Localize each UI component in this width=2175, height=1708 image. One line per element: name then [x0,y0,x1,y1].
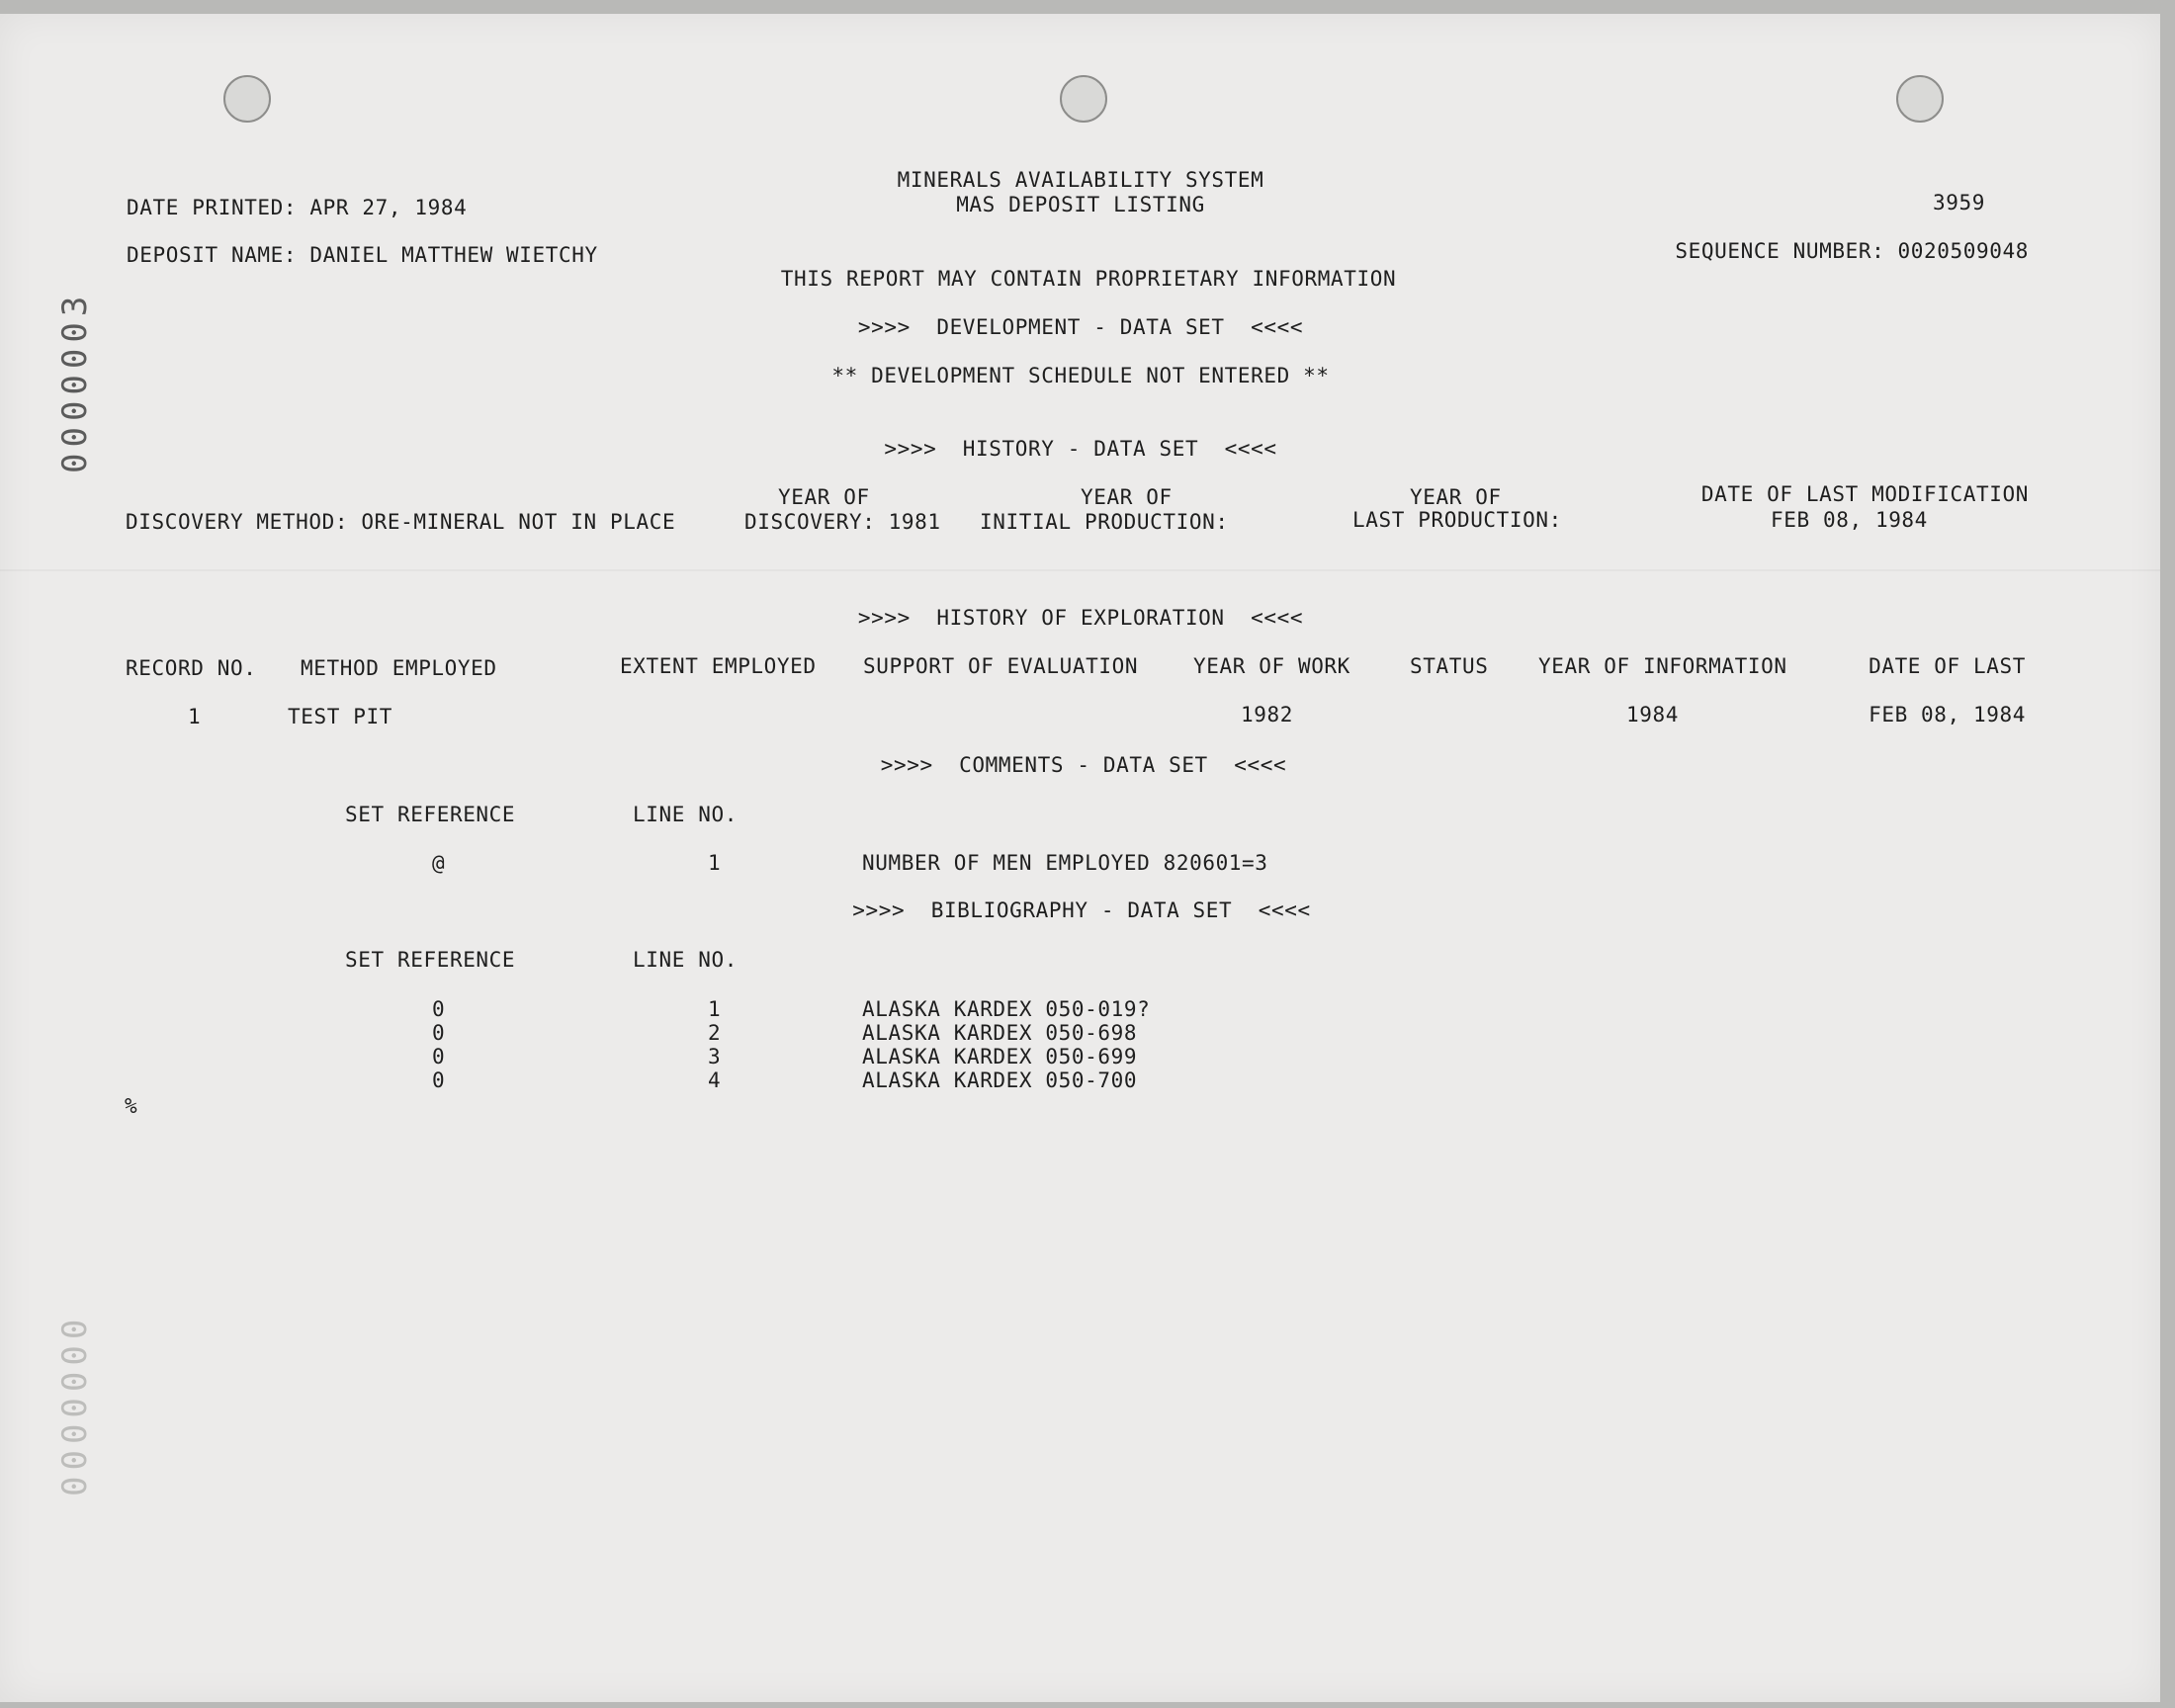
comments-col-set-reference: SET REFERENCE [345,803,516,826]
col-extent-employed: EXTENT EMPLOYED [620,654,817,678]
bib-text: ALASKA KARDEX 050-019? [862,997,1151,1021]
proprietary-notice: THIS REPORT MAY CONTAIN PROPRIETARY INFORMATION [780,267,1397,291]
listing-title: MAS DEPOSIT LISTING [956,193,1205,216]
bib-line-no: 1 [708,997,722,1021]
development-heading: >>>> DEVELOPMENT - DATA SET <<<< [857,315,1304,339]
bib-set-ref: 0 [432,1068,446,1092]
bib-line-no: 4 [708,1068,722,1092]
col-year-of-information: YEAR OF INFORMATION [1538,654,1787,678]
exploration-year-of-info: 1984 [1626,703,1679,726]
comments-set-ref: @ [432,851,446,875]
bib-text: ALASKA KARDEX 050-700 [862,1068,1138,1092]
last-modification-date: FEB 08, 1984 [1771,508,1928,532]
exploration-method: TEST PIT [288,705,392,728]
side-stamp: 0000003 [55,290,95,473]
initial-production: INITIAL PRODUCTION: [980,510,1229,534]
side-stamp-faint: 0000000 [55,1313,95,1496]
end-mark: % [125,1094,138,1118]
last-production: LAST PRODUCTION: [1352,508,1562,532]
bib-set-ref: 0 [432,1021,446,1045]
col-year-of-work: YEAR OF WORK [1193,654,1350,678]
bib-text: ALASKA KARDEX 050-699 [862,1045,1138,1068]
system-title: MINERALS AVAILABILITY SYSTEM [897,168,1264,192]
sequence-number: SEQUENCE NUMBER: 0020509048 [1675,239,2029,263]
year-of-label-discovery: YEAR OF [778,485,870,509]
deposit-name: DEPOSIT NAME: DANIEL MATTHEW WIETCHY [127,243,598,267]
bib-line-no: 2 [708,1021,722,1045]
col-method-employed: METHOD EMPLOYED [301,656,497,680]
bib-line-no: 3 [708,1045,722,1068]
bib-set-ref: 0 [432,997,446,1021]
report-page [0,14,2160,1702]
development-note: ** DEVELOPMENT SCHEDULE NOT ENTERED ** [831,364,1330,387]
fold-line [0,569,2160,571]
page-number: 3959 [1933,191,1985,214]
comments-heading: >>>> COMMENTS - DATA SET <<<< [880,753,1287,777]
exploration-heading: >>>> HISTORY OF EXPLORATION <<<< [857,606,1304,630]
date-printed: DATE PRINTED: APR 27, 1984 [127,196,468,219]
history-heading: >>>> HISTORY - DATA SET <<<< [884,437,1277,461]
year-of-label-last: YEAR OF [1410,485,1502,509]
comments-line-no: 1 [708,851,722,875]
punch-hole-left [223,75,271,123]
bib-set-ref: 0 [432,1045,446,1068]
exploration-record-no: 1 [188,705,202,728]
discovery-year: DISCOVERY: 1981 [744,510,941,534]
bib-text: ALASKA KARDEX 050-698 [862,1021,1138,1045]
bibliography-heading: >>>> BIBLIOGRAPHY - DATA SET <<<< [852,898,1311,922]
exploration-year-of-work: 1982 [1241,703,1293,726]
bibliography-col-set-reference: SET REFERENCE [345,948,516,972]
col-record-no: RECORD NO. [126,656,257,680]
discovery-method: DISCOVERY METHOD: ORE-MINERAL NOT IN PLACE [126,510,676,534]
comments-text: NUMBER OF MEN EMPLOYED 820601=3 [862,851,1268,875]
exploration-date-of-last: FEB 08, 1984 [1869,703,2026,726]
col-date-of-last: DATE OF LAST [1869,654,2026,678]
col-support-of-evaluation: SUPPORT OF EVALUATION [863,654,1139,678]
punch-hole-center [1060,75,1107,123]
year-of-label-initial: YEAR OF [1081,485,1173,509]
bibliography-col-line-no: LINE NO. [633,948,738,972]
last-modification-label: DATE OF LAST MODIFICATION [1700,482,2029,506]
col-status: STATUS [1410,654,1489,678]
punch-hole-right [1896,75,1944,123]
comments-col-line-no: LINE NO. [633,803,738,826]
